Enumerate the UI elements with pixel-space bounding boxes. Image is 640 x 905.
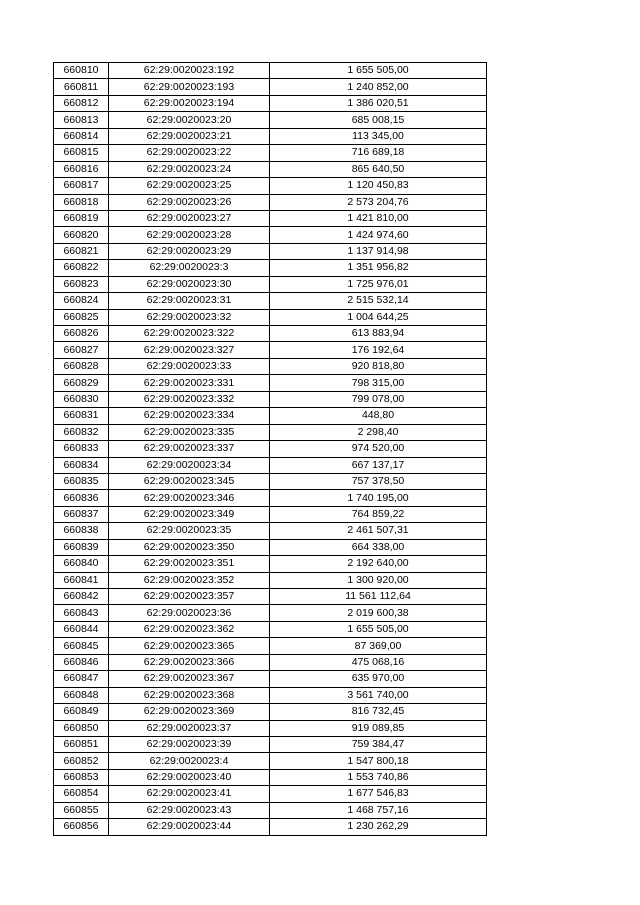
row-number-cell: 660832 xyxy=(54,424,109,440)
table-row xyxy=(54,819,487,835)
cadastral-number-cell: 62:29:0020023:334 xyxy=(109,408,270,424)
cadastral-value-cell: 11 561 112,64 xyxy=(270,589,487,605)
row-number-cell: 660849 xyxy=(54,704,109,720)
cadastral-number-cell: 62:29:0020023:369 xyxy=(109,704,270,720)
cadastral-value-cell: 1 120 450,83 xyxy=(270,178,487,194)
row-number-cell: 660815 xyxy=(54,145,109,161)
cadastral-value-cell: 685 008,15 xyxy=(270,112,487,128)
cadastral-value-cell: 176 192,64 xyxy=(270,342,487,358)
cadastral-value-cell: 667 137,17 xyxy=(270,457,487,473)
row-number-cell: 660822 xyxy=(54,260,109,276)
table-row xyxy=(54,178,487,194)
cadastral-number-cell: 62:29:0020023:33 xyxy=(109,358,270,374)
row-number-cell: 660852 xyxy=(54,753,109,769)
row-number-cell: 660837 xyxy=(54,506,109,522)
table-row xyxy=(54,326,487,342)
table-row xyxy=(54,375,487,391)
table-row xyxy=(54,112,487,128)
cadastral-value-cell: 475 068,16 xyxy=(270,654,487,670)
cadastral-value-cell: 1 424 974,60 xyxy=(270,227,487,243)
cadastral-value-cell: 1 300 920,00 xyxy=(270,572,487,588)
table-row xyxy=(54,736,487,752)
cadastral-number-cell: 62:29:0020023:44 xyxy=(109,819,270,835)
cadastral-value-cell: 1 351 956,82 xyxy=(270,260,487,276)
row-number-cell: 660841 xyxy=(54,572,109,588)
row-number-cell: 660826 xyxy=(54,326,109,342)
table-row xyxy=(54,621,487,637)
cadastral-value-cell: 2 461 507,31 xyxy=(270,523,487,539)
cadastral-number-cell: 62:29:0020023:335 xyxy=(109,424,270,440)
cadastral-value-cell: 1 468 757,16 xyxy=(270,802,487,818)
cadastral-number-cell: 62:29:0020023:24 xyxy=(109,161,270,177)
row-number-cell: 660836 xyxy=(54,490,109,506)
cadastral-number-cell: 62:29:0020023:349 xyxy=(109,506,270,522)
table-row xyxy=(54,802,487,818)
table-row xyxy=(54,210,487,226)
table-row xyxy=(54,358,487,374)
cadastral-value-cell: 3 561 740,00 xyxy=(270,687,487,703)
table-row xyxy=(54,293,487,309)
cadastral-number-cell: 62:29:0020023:35 xyxy=(109,523,270,539)
table-row xyxy=(54,523,487,539)
row-number-cell: 660833 xyxy=(54,441,109,457)
row-number-cell: 660853 xyxy=(54,769,109,785)
table-row xyxy=(54,704,487,720)
table-row xyxy=(54,441,487,457)
cadastral-value-cell: 613 883,94 xyxy=(270,326,487,342)
cadastral-value-cell: 448,80 xyxy=(270,408,487,424)
cadastral-number-cell: 62:29:0020023:3 xyxy=(109,260,270,276)
cadastral-number-cell: 62:29:0020023:37 xyxy=(109,720,270,736)
table-body xyxy=(54,63,487,836)
cadastral-number-cell: 62:29:0020023:25 xyxy=(109,178,270,194)
cadastral-value-cell: 799 078,00 xyxy=(270,391,487,407)
row-number-cell: 660811 xyxy=(54,79,109,95)
cadastral-value-cell: 113 345,00 xyxy=(270,128,487,144)
row-number-cell: 660819 xyxy=(54,210,109,226)
table-row xyxy=(54,227,487,243)
cadastral-number-cell: 62:29:0020023:29 xyxy=(109,243,270,259)
cadastral-value-cell: 1 677 546,83 xyxy=(270,786,487,802)
table-row xyxy=(54,687,487,703)
cadastral-value-cell: 2 298,40 xyxy=(270,424,487,440)
cadastral-value-cell: 1 137 914,98 xyxy=(270,243,487,259)
cadastral-number-cell: 62:29:0020023:327 xyxy=(109,342,270,358)
cadastral-number-cell: 62:29:0020023:43 xyxy=(109,802,270,818)
table-row xyxy=(54,605,487,621)
table-row xyxy=(54,161,487,177)
cadastral-value-cell: 1 547 800,18 xyxy=(270,753,487,769)
row-number-cell: 660820 xyxy=(54,227,109,243)
table-row xyxy=(54,260,487,276)
cadastral-value-cell: 2 192 640,00 xyxy=(270,556,487,572)
cadastral-value-cell: 1 740 195,00 xyxy=(270,490,487,506)
table-row xyxy=(54,638,487,654)
cadastral-value-cell: 2 019 600,38 xyxy=(270,605,487,621)
row-number-cell: 660848 xyxy=(54,687,109,703)
cadastral-value-cell: 1 725 976,01 xyxy=(270,276,487,292)
table-row xyxy=(54,309,487,325)
cadastral-value-cell: 865 640,50 xyxy=(270,161,487,177)
cadastral-value-cell: 87 369,00 xyxy=(270,638,487,654)
row-number-cell: 660847 xyxy=(54,671,109,687)
cadastral-value-cell: 759 384,47 xyxy=(270,736,487,752)
table-row xyxy=(54,276,487,292)
cadastral-number-cell: 62:29:0020023:4 xyxy=(109,753,270,769)
cadastral-number-cell: 62:29:0020023:39 xyxy=(109,736,270,752)
cadastral-value-cell: 816 732,45 xyxy=(270,704,487,720)
row-number-cell: 660835 xyxy=(54,473,109,489)
row-number-cell: 660855 xyxy=(54,802,109,818)
table-row xyxy=(54,671,487,687)
table-row xyxy=(54,145,487,161)
table-row xyxy=(54,572,487,588)
cadastral-number-cell: 62:29:0020023:352 xyxy=(109,572,270,588)
table-row xyxy=(54,490,487,506)
table-row xyxy=(54,424,487,440)
cadastral-value-cell: 1 655 505,00 xyxy=(270,63,487,79)
row-number-cell: 660825 xyxy=(54,309,109,325)
cadastral-number-cell: 62:29:0020023:31 xyxy=(109,293,270,309)
cadastral-number-cell: 62:29:0020023:36 xyxy=(109,605,270,621)
row-number-cell: 660854 xyxy=(54,786,109,802)
table-row xyxy=(54,342,487,358)
cadastral-number-cell: 62:29:0020023:367 xyxy=(109,671,270,687)
table-row xyxy=(54,473,487,489)
cadastral-number-cell: 62:29:0020023:368 xyxy=(109,687,270,703)
cadastral-number-cell: 62:29:0020023:346 xyxy=(109,490,270,506)
row-number-cell: 660824 xyxy=(54,293,109,309)
row-number-cell: 660817 xyxy=(54,178,109,194)
table-row xyxy=(54,654,487,670)
row-number-cell: 660839 xyxy=(54,539,109,555)
cadastral-number-cell: 62:29:0020023:322 xyxy=(109,326,270,342)
row-number-cell: 660845 xyxy=(54,638,109,654)
cadastral-number-cell: 62:29:0020023:40 xyxy=(109,769,270,785)
cadastral-number-cell: 62:29:0020023:365 xyxy=(109,638,270,654)
cadastral-value-cell: 798 315,00 xyxy=(270,375,487,391)
cadastral-number-cell: 62:29:0020023:345 xyxy=(109,473,270,489)
cadastral-number-cell: 62:29:0020023:366 xyxy=(109,654,270,670)
row-number-cell: 660834 xyxy=(54,457,109,473)
row-number-cell: 660823 xyxy=(54,276,109,292)
cadastral-value-cell: 1 240 852,00 xyxy=(270,79,487,95)
table-row xyxy=(54,786,487,802)
table-row xyxy=(54,720,487,736)
cadastral-value-cell: 1 386 020,51 xyxy=(270,95,487,111)
cadastral-value-cell: 664 338,00 xyxy=(270,539,487,555)
cadastral-number-cell: 62:29:0020023:28 xyxy=(109,227,270,243)
cadastral-number-cell: 62:29:0020023:332 xyxy=(109,391,270,407)
row-number-cell: 660830 xyxy=(54,391,109,407)
cadastral-number-cell: 62:29:0020023:193 xyxy=(109,79,270,95)
row-number-cell: 660812 xyxy=(54,95,109,111)
cadastral-value-cell: 1 421 810,00 xyxy=(270,210,487,226)
cadastral-number-cell: 62:29:0020023:34 xyxy=(109,457,270,473)
cadastral-number-cell: 62:29:0020023:21 xyxy=(109,128,270,144)
cadastral-value-cell: 757 378,50 xyxy=(270,473,487,489)
table-row xyxy=(54,391,487,407)
cadastral-value-cell: 919 089,85 xyxy=(270,720,487,736)
table-row xyxy=(54,194,487,210)
cadastral-value-cell: 635 970,00 xyxy=(270,671,487,687)
row-number-cell: 660851 xyxy=(54,736,109,752)
row-number-cell: 660810 xyxy=(54,63,109,79)
table-row xyxy=(54,506,487,522)
row-number-cell: 660846 xyxy=(54,654,109,670)
cadastral-value-cell: 1 655 505,00 xyxy=(270,621,487,637)
cadastral-value-cell: 1 553 740,86 xyxy=(270,769,487,785)
row-number-cell: 660850 xyxy=(54,720,109,736)
cadastral-number-cell: 62:29:0020023:41 xyxy=(109,786,270,802)
row-number-cell: 660828 xyxy=(54,358,109,374)
cadastral-value-cell: 716 689,18 xyxy=(270,145,487,161)
cadastral-number-cell: 62:29:0020023:331 xyxy=(109,375,270,391)
table-row xyxy=(54,79,487,95)
cadastral-number-cell: 62:29:0020023:337 xyxy=(109,441,270,457)
table-row xyxy=(54,128,487,144)
row-number-cell: 660827 xyxy=(54,342,109,358)
cadastral-value-cell: 974 520,00 xyxy=(270,441,487,457)
cadastral-number-cell: 62:29:0020023:357 xyxy=(109,589,270,605)
cadastral-number-cell: 62:29:0020023:26 xyxy=(109,194,270,210)
row-number-cell: 660838 xyxy=(54,523,109,539)
row-number-cell: 660856 xyxy=(54,819,109,835)
table-row xyxy=(54,539,487,555)
table-row xyxy=(54,408,487,424)
row-number-cell: 660842 xyxy=(54,589,109,605)
table-row xyxy=(54,753,487,769)
cadastral-number-cell: 62:29:0020023:27 xyxy=(109,210,270,226)
table-row xyxy=(54,769,487,785)
cadastral-number-cell: 62:29:0020023:194 xyxy=(109,95,270,111)
row-number-cell: 660813 xyxy=(54,112,109,128)
row-number-cell: 660821 xyxy=(54,243,109,259)
cadastral-number-cell: 62:29:0020023:351 xyxy=(109,556,270,572)
cadastral-value-cell: 1 004 644,25 xyxy=(270,309,487,325)
cadastral-value-cell: 920 818,80 xyxy=(270,358,487,374)
cadastral-number-cell: 62:29:0020023:32 xyxy=(109,309,270,325)
cadastral-number-cell: 62:29:0020023:362 xyxy=(109,621,270,637)
cadastral-number-cell: 62:29:0020023:350 xyxy=(109,539,270,555)
table-row xyxy=(54,556,487,572)
cadastral-number-cell: 62:29:0020023:30 xyxy=(109,276,270,292)
cadastral-value-cell: 764 859,22 xyxy=(270,506,487,522)
table-row xyxy=(54,95,487,111)
cadastral-value-cell: 1 230 262,29 xyxy=(270,819,487,835)
row-number-cell: 660840 xyxy=(54,556,109,572)
table-row xyxy=(54,63,487,79)
cadastral-number-cell: 62:29:0020023:20 xyxy=(109,112,270,128)
cadastral-number-cell: 62:29:0020023:22 xyxy=(109,145,270,161)
row-number-cell: 660816 xyxy=(54,161,109,177)
row-number-cell: 660844 xyxy=(54,621,109,637)
cadastral-value-cell: 2 573 204,76 xyxy=(270,194,487,210)
row-number-cell: 660829 xyxy=(54,375,109,391)
row-number-cell: 660843 xyxy=(54,605,109,621)
table-row xyxy=(54,457,487,473)
row-number-cell: 660814 xyxy=(54,128,109,144)
row-number-cell: 660831 xyxy=(54,408,109,424)
cadastral-number-cell: 62:29:0020023:192 xyxy=(109,63,270,79)
cadastral-value-table xyxy=(53,62,487,836)
table-row xyxy=(54,243,487,259)
cadastral-value-cell: 2 515 532,14 xyxy=(270,293,487,309)
row-number-cell: 660818 xyxy=(54,194,109,210)
table-row xyxy=(54,589,487,605)
